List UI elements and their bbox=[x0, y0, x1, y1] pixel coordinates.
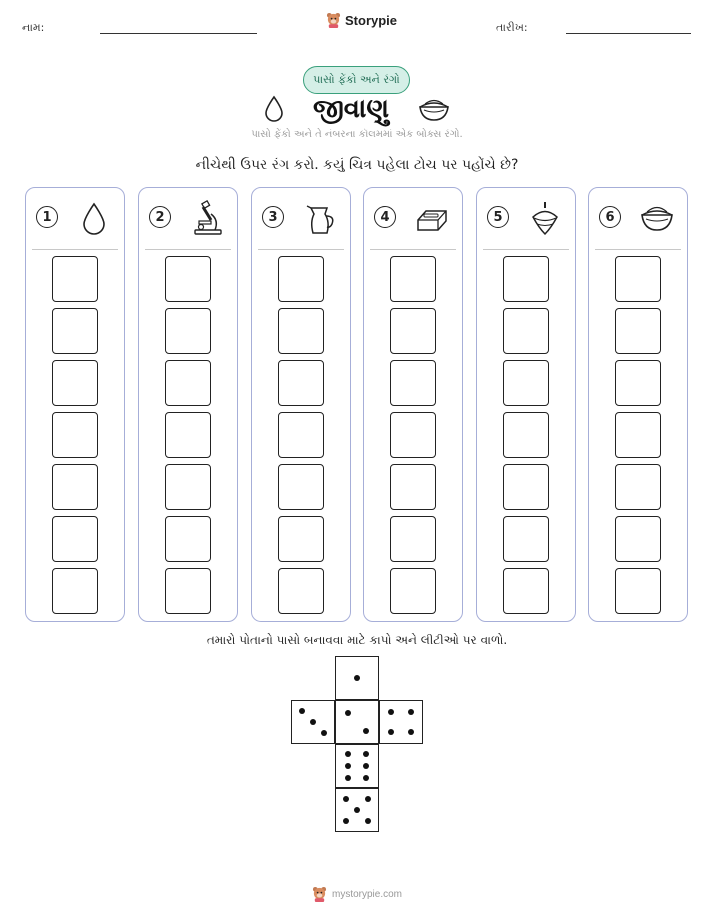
dice-pip bbox=[343, 818, 349, 824]
column-divider bbox=[483, 249, 569, 250]
color-box[interactable] bbox=[52, 464, 98, 510]
color-box[interactable] bbox=[165, 360, 211, 406]
color-box[interactable] bbox=[615, 516, 661, 562]
column-6 bbox=[588, 187, 688, 622]
color-box[interactable] bbox=[390, 516, 436, 562]
color-box[interactable] bbox=[615, 568, 661, 614]
water-drop-icon bbox=[263, 95, 285, 123]
color-box[interactable] bbox=[503, 464, 549, 510]
dice-pip bbox=[321, 730, 327, 736]
color-box[interactable] bbox=[165, 256, 211, 302]
dice-pip bbox=[408, 709, 414, 715]
dice-pip bbox=[345, 710, 351, 716]
color-box[interactable] bbox=[390, 256, 436, 302]
dice-pip bbox=[345, 751, 351, 757]
color-box[interactable] bbox=[503, 360, 549, 406]
column-4 bbox=[363, 187, 463, 622]
column-3 bbox=[251, 187, 351, 622]
dice-pip bbox=[408, 729, 414, 735]
color-box[interactable] bbox=[52, 308, 98, 354]
column-divider bbox=[258, 249, 344, 250]
water-drop-icon bbox=[76, 200, 112, 236]
dice-face-3 bbox=[291, 700, 335, 744]
color-box[interactable] bbox=[165, 308, 211, 354]
color-box[interactable] bbox=[52, 256, 98, 302]
color-box[interactable] bbox=[615, 308, 661, 354]
column-number: 3 bbox=[262, 206, 284, 228]
date-label: તારીખ: bbox=[496, 21, 528, 34]
color-box[interactable] bbox=[278, 568, 324, 614]
name-label: નામ: bbox=[22, 21, 45, 34]
dice-pip bbox=[345, 763, 351, 769]
color-box[interactable] bbox=[52, 360, 98, 406]
color-box[interactable] bbox=[165, 464, 211, 510]
name-line[interactable] bbox=[100, 33, 257, 34]
dice-face-2 bbox=[335, 700, 379, 744]
color-box[interactable] bbox=[390, 360, 436, 406]
column-header bbox=[589, 198, 687, 238]
bear-logo-icon bbox=[312, 886, 327, 902]
brand-name: Storypie bbox=[345, 12, 398, 28]
column-1 bbox=[25, 187, 125, 622]
dice-pip bbox=[354, 807, 360, 813]
dice-pip bbox=[354, 675, 360, 681]
dice-pip bbox=[365, 796, 371, 802]
column-number: 5 bbox=[487, 206, 509, 228]
color-box[interactable] bbox=[278, 464, 324, 510]
color-box[interactable] bbox=[52, 568, 98, 614]
footer bbox=[0, 886, 714, 902]
dice-pip bbox=[388, 709, 394, 715]
title-row bbox=[0, 92, 714, 126]
color-box[interactable] bbox=[503, 516, 549, 562]
color-box[interactable] bbox=[503, 412, 549, 458]
instruction-text: નીચેથી ઉપર રંગ કરો. કયું ચિત્ર પહેલા ટોચ પર પહોંચે છે? bbox=[195, 157, 519, 173]
color-box[interactable] bbox=[390, 412, 436, 458]
dice-face-1 bbox=[335, 656, 379, 700]
color-box[interactable] bbox=[390, 308, 436, 354]
color-box[interactable] bbox=[615, 256, 661, 302]
column-divider bbox=[595, 249, 681, 250]
column-header bbox=[252, 198, 350, 238]
column-number: 6 bbox=[599, 206, 621, 228]
color-box[interactable] bbox=[278, 360, 324, 406]
yogurt-bowl-icon bbox=[417, 95, 451, 123]
color-box[interactable] bbox=[503, 308, 549, 354]
dice-pip bbox=[363, 728, 369, 734]
color-box[interactable] bbox=[615, 464, 661, 510]
column-2 bbox=[138, 187, 238, 622]
dice-pip bbox=[363, 751, 369, 757]
dice-pip bbox=[343, 796, 349, 802]
color-box[interactable] bbox=[503, 256, 549, 302]
brand-logo bbox=[326, 12, 397, 28]
color-box[interactable] bbox=[503, 568, 549, 614]
color-box[interactable] bbox=[52, 516, 98, 562]
color-box[interactable] bbox=[390, 568, 436, 614]
color-box[interactable] bbox=[52, 412, 98, 458]
column-number: 1 bbox=[36, 206, 58, 228]
activity-pill: પાસો ફેંકો અને રંગો bbox=[303, 66, 410, 94]
milk-jug-icon bbox=[302, 200, 338, 236]
subtitle: પાસો ફેંકો અને તે નંબરના કૉલમમાં એક બોક્સ રંગો. bbox=[251, 129, 463, 140]
column-divider bbox=[32, 249, 118, 250]
column-header bbox=[364, 198, 462, 238]
color-box[interactable] bbox=[278, 308, 324, 354]
date-line[interactable] bbox=[566, 33, 691, 34]
dice-pip bbox=[388, 729, 394, 735]
color-box[interactable] bbox=[615, 360, 661, 406]
column-header bbox=[139, 198, 237, 238]
dice-face-6 bbox=[335, 744, 379, 788]
dice-pip bbox=[345, 775, 351, 781]
color-box[interactable] bbox=[165, 516, 211, 562]
column-divider bbox=[370, 249, 456, 250]
color-box[interactable] bbox=[165, 568, 211, 614]
soap-bar-icon bbox=[414, 200, 450, 236]
column-number: 4 bbox=[374, 206, 396, 228]
footer-site[interactable]: mystorypie.com bbox=[331, 888, 402, 900]
dice-pip bbox=[363, 763, 369, 769]
column-header bbox=[477, 198, 575, 238]
column-header bbox=[26, 198, 124, 238]
column-number: 2 bbox=[149, 206, 171, 228]
bear-logo-icon bbox=[326, 12, 341, 28]
color-box[interactable] bbox=[165, 412, 211, 458]
color-box[interactable] bbox=[278, 256, 324, 302]
color-box[interactable] bbox=[278, 412, 324, 458]
column-5 bbox=[476, 187, 576, 622]
column-divider bbox=[145, 249, 231, 250]
dice-pip bbox=[365, 818, 371, 824]
page-title: જીવાણુ bbox=[312, 93, 390, 124]
color-box[interactable] bbox=[615, 412, 661, 458]
color-box[interactable] bbox=[390, 464, 436, 510]
microscope-icon bbox=[189, 200, 225, 236]
color-box[interactable] bbox=[278, 516, 324, 562]
dice-pip bbox=[299, 708, 305, 714]
dice-face-5 bbox=[335, 788, 379, 832]
dice-pip bbox=[310, 719, 316, 725]
cut-instruction: તમારો પોતાનો પાસો બનાવવા માટે કાપો અને લીટીઓ પર વાળો. bbox=[206, 633, 508, 647]
spinning-top-icon bbox=[527, 200, 563, 236]
dice-pip bbox=[363, 775, 369, 781]
dice-face-4 bbox=[379, 700, 423, 744]
yogurt-bowl-icon bbox=[639, 200, 675, 236]
